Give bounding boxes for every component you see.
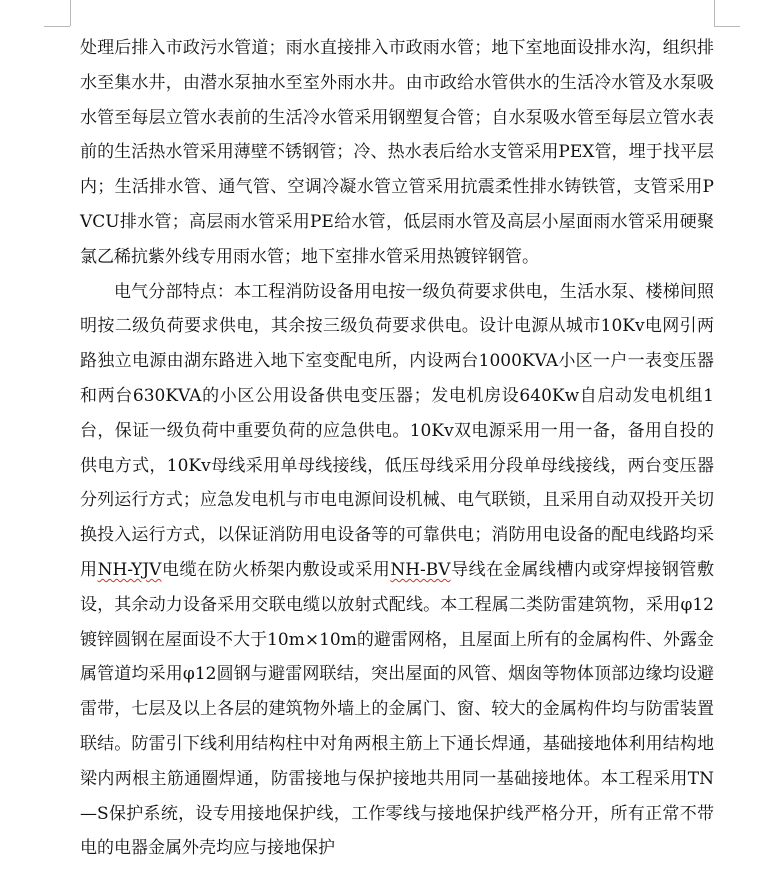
spellcheck-cable-nh-bv[interactable]: NH-BV xyxy=(390,559,451,580)
document-body[interactable] xyxy=(80,0,714,866)
spellcheck-cable-nh-yjv[interactable]: NH-YJV xyxy=(97,559,162,580)
electrical-text-part-2: 电缆在防火桥架内敷设或采用 xyxy=(161,559,391,580)
paragraph-electrical xyxy=(80,275,714,867)
electrical-text-part-1: 电气分部特点：本工程消防设备用电按一级负荷要求供电，生活水泵、楼梯间照明按二级负荷要求供电，其余按三级负荷要求供电。设计电源从城市10Kv电网引两路独立电源由湖东路进入地下室变配电所，内设两台1000KVA小区一户一表变压器和两台630KVA的小区公用设备供电变压器；发电机房设640Kw自启动发电机组1台，保证一级负荷中重要负荷的应急供电。10Kv双电源采用一用一备，备用自投的供电方式，10Kv母线采用单母线接线，低压母线采用分段单母线接线，两台变压器分列运行方式；应急发电机与市电电源间设机械、电气联锁，且采用自动双投开关切换投入运行方式，以保证消防用电设备等的可靠供电；消防用电设备的配电线路均采用 xyxy=(80,281,714,580)
paragraph-plumbing: 处理后排入市政污水管道；雨水直接排入市政雨水管；地下室地面设排水沟，组织排水至集水井，由潜水泵抽水至室外雨水井。由市政给水管供水的生活冷水管及水泵吸水管至每层立管水表前的生活冷水管采用钢塑复合管；自水泵吸水管至每层立管水表前的生活热水管采用薄壁不锈钢管；冷、热水表后给水支管采用PEX管，埋于找平层内；生活排水管、通气管、空调冷凝水管立管采用抗震柔性排水铸铁管，支管采用PVCU排水管；高层雨水管采用PE给水管，低层雨水管及高层小屋面雨水管采用硬聚氯乙稀抗紫外线专用雨水管；地下室排水管采用热镀锌钢管。 xyxy=(80,38,714,267)
electrical-text-part-3: 导线在金属线槽内或穿焊接钢管敷设，其余动力设备采用交联电缆以放射式配线。本工程属二类防雷建筑物，采用φ12镀锌圆钢在屋面设不大于10m×10m的避雷网格，且屋面上所有的金属构件、外露金属管道均采用φ12圆钢与避雷网联结，突出屋面的风管、烟囱等物体顶部边缘均设避雷带，七层及以上各层的建筑物外墙上的金属门、窗、较大的金属构件均与防雷装置联结。防雷引下线利用结构柱中对角两根主筋上下通长焊通，基础接地体利用结构地梁内两根主筋通圈焊通，防雷接地与保护接地共用同一基础接地体。本工程采用TN—S保护系统，设专用接地保护线，工作零线与接地保护线严格分开，所有正常不带电的电器金属外壳均应与接地保护 xyxy=(80,559,714,859)
